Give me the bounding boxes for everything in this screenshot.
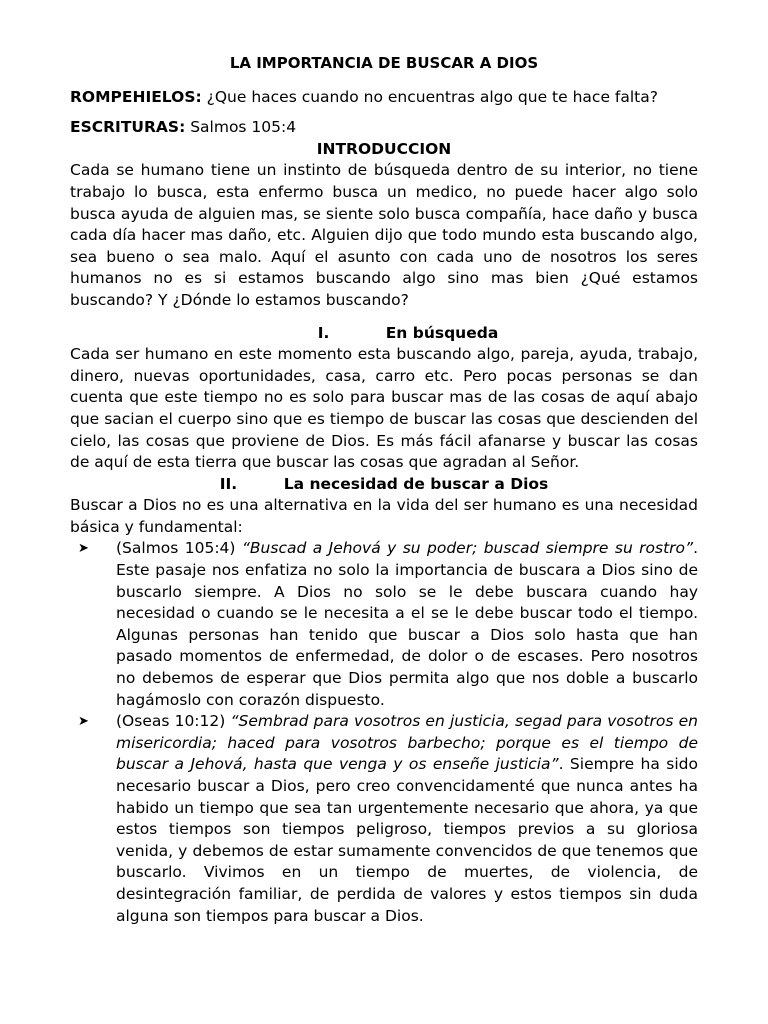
rompehielos-line <box>70 87 698 109</box>
escrituras-text: Salmos 105:4 <box>185 118 297 137</box>
section-1-paragraph: Cada ser humano en este momento esta buscando algo, pareja, ayuda, trabajo, dinero, nuevas oportunidades, casa, carro etc. Pero pocas personas se dan cuenta que este tiempo no es solo para buscar mas de las cosas de aquí abajo que sacian el cuerpo sino que es tiempo de buscar las cosas que descienden del cielo, las cosas que proviene de Dios. Es más fácil afanarse y buscar las cosas de aquí de esta tierra que buscar las cosas que agradan al Señor. <box>70 345 698 472</box>
rompehielos-text: ¿Que haces cuando no encuentras algo que te hace falta? <box>201 87 658 106</box>
list-item <box>78 711 698 927</box>
escrituras-label: ESCRITURAS: <box>70 118 186 137</box>
section-2-paragraph: Buscar a Dios no es una alternativa en la vida del ser humano es una necesidad básica y fundamental: <box>70 496 698 536</box>
intro-heading: INTRODUCCION <box>316 139 452 158</box>
document-title: LA IMPORTANCIA DE BUSCAR A DIOS <box>229 54 539 72</box>
scripture-bullet-list <box>70 538 698 927</box>
arrowhead-bullet-icon: ➤ <box>78 714 89 730</box>
section-1-heading <box>70 323 698 345</box>
bullet-text: . Siempre ha sido necesario buscar a Dios, pero creo convencidamenté que nunca antes ha habido un tiempo que sea tan urgentemente necesario que ahora, ya que estos tiempos son tiempos peligroso, tiempos previos a su gloriosa venida, y debemos de estar sumamente convencidos de que tenemos que buscarlo. Vivimos en un tiempo de muertes, de violencia, de desintegración familiar, de perdida de valores y estos tiempos sin duda alguna son tiempos para buscar a Dios. <box>116 755 698 925</box>
bullet-quote: “Sembrad para vosotros en justicia, segad para vosotros en misericordia; haced para vosotros barbecho; porque es el tiempo de buscar a Jehová, hasta que venga y os enseñe justicia” <box>116 712 698 774</box>
intro-paragraph: Cada se humano tiene un instinto de búsqueda dentro de su interior, no tiene trabajo lo busca, esta enfermo busca un medico, no puede hacer algo solo busca ayuda de alguien mas, se siente solo busca compañía, hace daño y busca cada día hacer mas daño, etc. Alguien dijo que todo mundo esta buscando algo, sea bueno o sea malo. Aquí el asunto con cada uno de nosotros los seres humanos no es si estamos buscando algo sino mas bien ¿Qué estamos buscando? Y ¿Dónde lo estamos buscando? <box>70 161 698 309</box>
rompehielos-label: ROMPEHIELOS: <box>70 87 202 106</box>
section-1-number: I. <box>317 323 330 342</box>
section-2-title: La necesidad de buscar a Dios <box>283 474 549 493</box>
bullet-text: . Este pasaje nos enfatiza no solo la importancia de buscara a Dios sino de buscarlo siempre. A Dios no solo se le debe buscara cuando hay necesidad o cuando se le necesita a el se le debe buscar todo el tiempo. Algunas personas han tenido que buscar a Dios solo hasta que han pasado momentos de enfermedad, de dolor o de escases. Pero nosotros no debemos de esperar que Dios permita algo que nos doble a buscarlo hagámoslo con corazón dispuesto. <box>116 539 699 709</box>
section-2-heading <box>70 474 698 496</box>
section-1-title: En búsqueda <box>385 323 499 342</box>
list-item <box>78 538 699 711</box>
bullet-reference: (Oseas 10:12) <box>116 712 231 731</box>
bullet-quote: “Buscad a Jehová y su poder; buscad siempre su rostro” <box>241 539 694 558</box>
arrowhead-bullet-icon: ➤ <box>78 541 89 557</box>
bullet-reference: (Salmos 105:4) <box>116 539 242 558</box>
section-2-number: II. <box>219 474 238 493</box>
escrituras-line <box>70 117 698 139</box>
